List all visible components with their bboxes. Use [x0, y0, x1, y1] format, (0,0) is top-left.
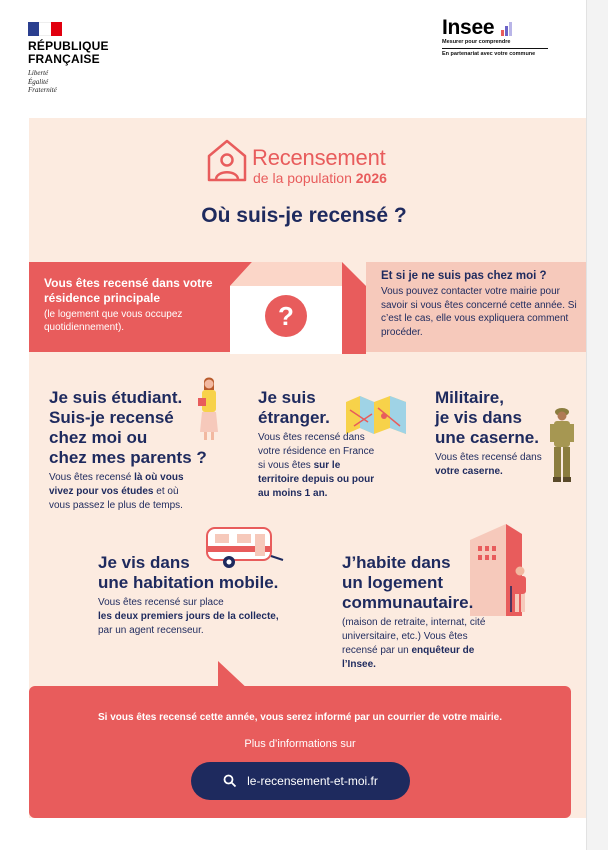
motto-liberte: Liberté — [28, 69, 49, 77]
residence-strong: Vous êtes recensé dans votre résidence principale — [44, 276, 213, 305]
etudiant-title-line: chez mes parents ? — [49, 448, 207, 467]
etranger-title — [258, 388, 388, 428]
website-link-label: le-recensement-et-moi.fr — [247, 774, 378, 788]
militaire-body — [435, 451, 543, 479]
insee-tagline: Mesurer pour comprendre — [442, 39, 511, 45]
etudiant-body-3: et où vous passez le plus de temps. — [49, 486, 183, 511]
footer-more-info: Plus d’informations sur — [244, 738, 356, 750]
commun-body — [342, 616, 502, 672]
insee-logo — [442, 16, 550, 57]
militaire-title — [435, 388, 565, 448]
etudiant-body-2: là où vous vivez pour vos études — [49, 472, 184, 497]
etranger-body — [258, 431, 383, 501]
commun-body-2: enquêteur de l’Insee. — [342, 645, 475, 670]
mobile-title-line: une habitation mobile. — [98, 573, 279, 592]
mobile-title — [98, 553, 328, 593]
residence-note: (le logement que vous occupez quotidiennement). — [44, 309, 183, 333]
away-body: Vous pouvez contacter votre mairie pour savoir si vous êtes concerné cette année. Si c’est le cas, elle vous expliquera comment procéder. — [381, 286, 577, 338]
french-flag-icon — [28, 22, 62, 36]
republique-francaise-logo — [28, 22, 138, 95]
etudiant-title-line: Je suis étudiant. — [49, 388, 183, 407]
militaire-title-line: Militaire, — [435, 388, 504, 407]
militaire-title-line: une caserne. — [435, 428, 539, 447]
commun-title-line: communautaire. — [342, 593, 474, 612]
motto — [28, 69, 138, 95]
website-link-button[interactable] — [191, 762, 410, 800]
etranger-title-line: étranger. — [258, 408, 330, 427]
etranger-body-1: Vous êtes recensé dans votre résidence en France si vous êtes — [258, 432, 375, 471]
mobile-body-3: par un agent recenseur. — [98, 625, 204, 636]
mobile-body-1: Vous êtes recensé sur place — [98, 597, 224, 608]
etudiant-body — [49, 471, 184, 513]
recensement-house-icon — [205, 136, 249, 184]
svg-text:?: ? — [278, 301, 294, 331]
insee-partner: En partenariat avec votre commune — [442, 51, 536, 57]
away-text — [381, 269, 579, 339]
away-title: Et si je ne suis pas chez moi ? — [381, 270, 547, 282]
footer-note: Si vous êtes recensé cette année, vous serez informé par un courrier de votre mairie. — [97, 712, 503, 723]
section-militaire — [435, 388, 565, 479]
search-icon — [223, 774, 237, 788]
motto-egalite: Égalité — [28, 77, 49, 86]
insee-divider — [442, 48, 548, 49]
section-etudiant — [49, 388, 239, 513]
insee-bars-icon — [501, 18, 513, 36]
main-question: Où suis-je recensé ? — [201, 204, 407, 227]
militaire-body-2: votre caserne. — [435, 466, 503, 477]
republic-line: RÉPUBLIQUE — [28, 39, 109, 53]
mobile-body-2: les deux premiers jours de la collecte, — [98, 611, 279, 622]
title-population-prefix: de la population — [253, 170, 352, 186]
motto-fraternite: Fraternité — [28, 86, 57, 94]
mobile-body — [98, 596, 328, 638]
militaire-body-1: Vous êtes recensé dans — [435, 452, 542, 463]
section-habitation-mobile — [98, 553, 328, 638]
mobile-title-line: Je vis dans — [98, 553, 190, 572]
commun-title-line: J’habite dans — [342, 553, 451, 572]
commun-title — [342, 553, 542, 613]
question-house-icon — [222, 260, 372, 354]
militaire-title-line: je vis dans — [435, 408, 522, 427]
etudiant-title-line: chez moi ou — [49, 428, 148, 447]
etudiant-title-line: Suis-je recensé — [49, 408, 174, 427]
francaise-line: FRANÇAISE — [28, 52, 100, 66]
etranger-title-line: Je suis — [258, 388, 316, 407]
insee-name: Insee — [442, 16, 495, 39]
title-year: 2026 — [355, 170, 387, 186]
commun-title-line: un logement — [342, 573, 444, 592]
etudiant-body-1: Vous êtes recensé — [49, 472, 132, 483]
etudiant-title — [49, 388, 239, 468]
title-recensement: Recensement — [252, 145, 386, 170]
section-etranger — [258, 388, 388, 501]
title-population — [253, 170, 387, 186]
scrollbar[interactable] — [586, 0, 608, 850]
commun-body-1: (maison de retraite, internat, cité universitaire, etc.) Vous êtes recensé par un — [342, 617, 486, 656]
etranger-body-2: sur le territoire depuis ou pour au moins 1 an. — [258, 460, 375, 499]
section-logement-communautaire — [342, 553, 542, 672]
residence-text — [44, 276, 244, 334]
